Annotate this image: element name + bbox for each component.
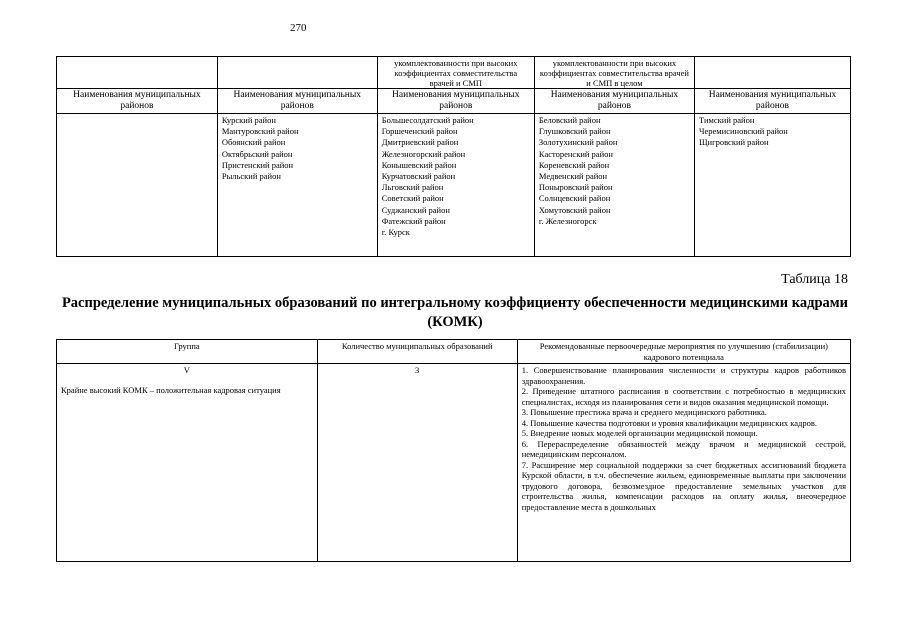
komk-table <box>56 339 851 562</box>
page-number: 270 <box>290 22 307 34</box>
column-header: Наименования муниципальных районов <box>217 89 377 114</box>
criteria-cell: укомплектованности при высоких коэффициентах совместительства врачей и СМП <box>377 57 534 89</box>
criteria-cell <box>217 57 377 89</box>
group-name: Крайне высокий КОМК – положительная кадровая ситуация <box>61 384 281 395</box>
group-header: Группа <box>57 340 318 364</box>
count-cell: 3 <box>317 364 517 562</box>
measure-item: 7. Расширение мер социальной поддержки за счет бюджетных ассигнований бюджета Курской области, в т.ч. обеспечение жильем, единовременные выплаты при заключении трудового договора, безвозмездное предоставление земельных участков для строительства жилья, компенсации расходов на оплату жилья, внеочередное предоставление места в дошкольных <box>521 459 846 512</box>
komk-row <box>57 364 851 562</box>
measure-item: 3. Повышение престижа врача и среднего медицинского работника. <box>521 407 767 417</box>
komk-header-row <box>57 340 851 364</box>
measures-header: Рекомендованные первоочередные мероприятия по улучшению (стабилизации) кадрового потенциала <box>517 340 850 364</box>
count-header: Количество муниципальных образований <box>317 340 517 364</box>
district-list: Большесолдатский район Горшеченский район Дмитриевский район Железногорский район Конышевский район Курчатовский район Льговский район Советский район Суджанский район Фатежский район г. Курск <box>377 114 534 257</box>
measure-item: 5. Внедрение новых моделей организации медицинской помощи. <box>521 428 758 438</box>
criteria-row <box>57 57 851 89</box>
district-list: Тимский район Черемисиновский район Щигровский район <box>694 114 850 257</box>
table-caption: Таблица 18 <box>781 272 848 287</box>
district-list: Беловский район Глушковский район Золотухинский район Касторенский район Кореневский район Медвенский район Поныровский район Солнцевский район Хомутовский район г. Железногорск <box>534 114 694 257</box>
group-number: V <box>183 365 190 375</box>
column-header: Наименования муниципальных районов <box>57 89 218 114</box>
column-header: Наименования муниципальных районов <box>694 89 850 114</box>
criteria-cell: укомплектованности при высоких коэффициентах совместительства врачей и СМП в целом <box>534 57 694 89</box>
column-header: Наименования муниципальных районов <box>534 89 694 114</box>
criteria-cell <box>694 57 850 89</box>
table-title: Распределение муниципальных образований по интегральному коэффициенту обеспеченности медицинскими кадрами (КОМК) <box>61 295 849 330</box>
districts-row <box>57 114 851 257</box>
measures-cell <box>517 364 850 562</box>
group-cell <box>57 364 318 562</box>
header-row <box>57 89 851 114</box>
measure-item: 6. Перераспределение обязанностей между врачом и медицинской сестрой, немедицинским персоналом. <box>521 438 846 459</box>
measure-item: 2. Приведение штатного расписания в соответствии с потребностью в медицинских специалистах, исходя из планирования сети и видов оказания медицинской помощи. <box>521 386 846 407</box>
column-header: Наименования муниципальных районов <box>377 89 534 114</box>
districts-table <box>56 56 851 257</box>
measure-item: 4. Повышение качества подготовки и уровня квалификации медицинских кадров. <box>521 417 817 428</box>
district-list: Курский район Мантуровский район Обоянский район Октябрьский район Пристенский район Рыльский район <box>217 114 377 257</box>
measure-item: 1. Совершенствование планирования численности и структуры кадров работников здравоохранения. <box>521 365 846 386</box>
district-list <box>57 114 218 257</box>
criteria-cell <box>57 57 218 89</box>
